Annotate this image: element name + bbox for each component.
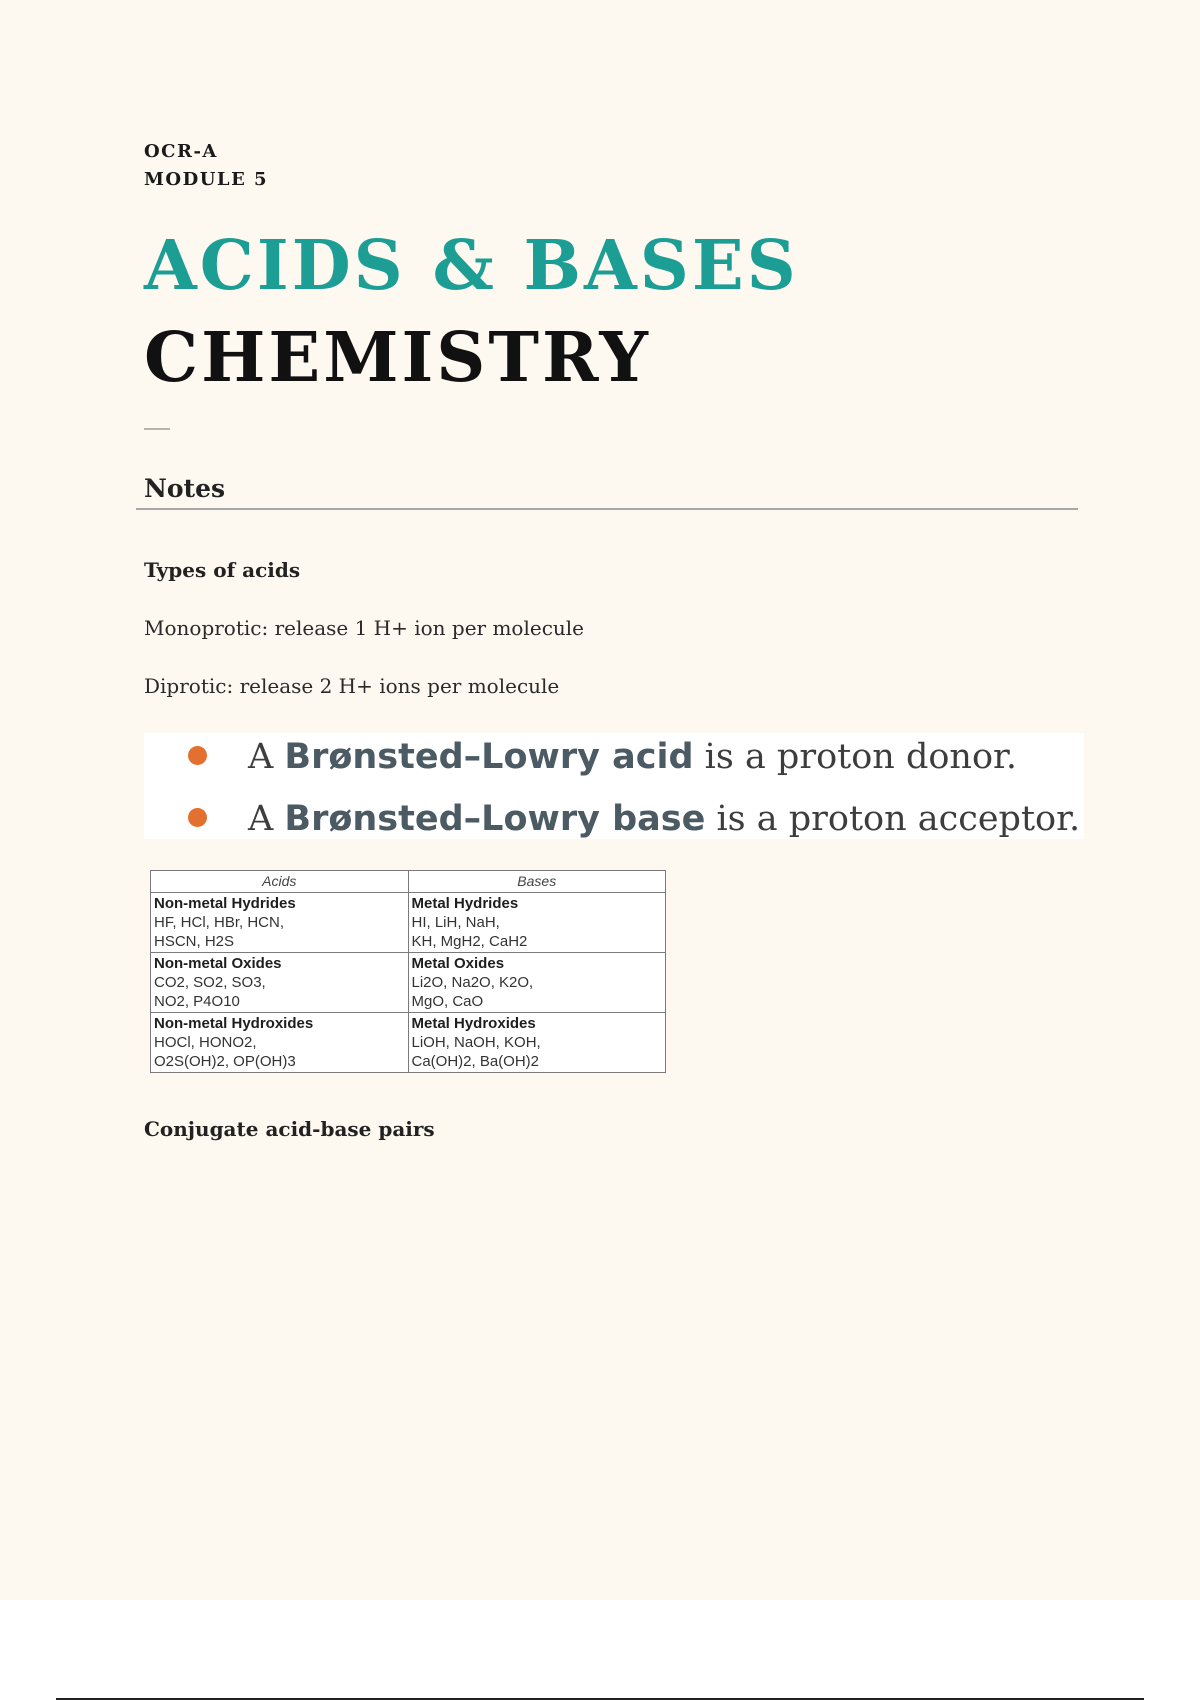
acid-examples: NO2, P4O10 <box>154 993 240 1010</box>
types-of-acids-heading: Types of acids <box>144 558 301 582</box>
diprotic-definition: Diprotic: release 2 H+ ions per molecule <box>144 674 560 698</box>
module-label: MODULE 5 <box>144 169 269 190</box>
acid-examples: CO2, SO2, SO3, <box>154 974 266 991</box>
title-divider <box>144 428 170 430</box>
bronsted-base-item <box>144 797 1084 845</box>
title-subject: CHEMISTRY <box>144 318 651 398</box>
bronsted-acid-term: Brønsted–Lowry acid <box>284 737 694 777</box>
bullet-icon <box>188 746 207 765</box>
bases-column-header: Bases <box>408 871 666 893</box>
base-category: Metal Oxides <box>411 955 505 972</box>
conjugate-pairs-heading: Conjugate acid-base pairs <box>144 1117 435 1141</box>
bronsted-base-pre: A <box>248 799 285 839</box>
acids-bases-table <box>150 870 666 1073</box>
bronsted-base-text <box>248 797 1080 841</box>
base-examples: LiOH, NaOH, KOH, <box>411 1034 541 1051</box>
acid-category: Non-metal Oxides <box>154 955 282 972</box>
bronsted-acid-post: is a proton donor. <box>693 737 1018 777</box>
bronsted-lowry-definitions <box>144 733 1084 839</box>
acid-category: Non-metal Hydroxides <box>154 1015 314 1032</box>
acid-cell <box>151 1013 409 1073</box>
base-cell <box>408 953 666 1013</box>
acid-examples: O2S(OH)2, OP(OH)3 <box>154 1053 296 1070</box>
bronsted-acid-pre: A <box>248 737 285 777</box>
bronsted-acid-text <box>248 735 1017 779</box>
table-row <box>151 1013 666 1073</box>
table-header-row <box>151 871 666 893</box>
notes-heading: Notes <box>144 474 226 503</box>
acids-column-header: Acids <box>151 871 409 893</box>
acid-category: Non-metal Hydrides <box>154 895 296 912</box>
notes-rule <box>136 508 1078 510</box>
acid-examples: HOCl, HONO2, <box>154 1034 257 1051</box>
table-row <box>151 953 666 1013</box>
course-label <box>144 138 268 194</box>
monoprotic-definition: Monoprotic: release 1 H+ ion per molecule <box>144 616 585 640</box>
base-category: Metal Hydrides <box>411 895 519 912</box>
base-cell <box>408 893 666 953</box>
base-category: Metal Hydroxides <box>411 1015 536 1032</box>
base-examples: MgO, CaO <box>411 993 484 1010</box>
bronsted-base-post: is a proton acceptor. <box>705 799 1081 839</box>
base-examples: Ca(OH)2, Ba(OH)2 <box>411 1053 540 1070</box>
bullet-icon <box>188 808 207 827</box>
bronsted-acid-item <box>144 735 1084 783</box>
title-topic: ACIDS & BASES <box>144 226 799 306</box>
acid-cell <box>151 893 409 953</box>
acid-examples: HSCN, H2S <box>154 933 235 950</box>
bronsted-base-term: Brønsted–Lowry base <box>284 799 706 839</box>
acid-cell <box>151 953 409 1013</box>
base-examples: Li2O, Na2O, K2O, <box>411 974 534 991</box>
table-row <box>151 893 666 953</box>
acid-examples: HF, HCl, HBr, HCN, <box>154 914 285 931</box>
base-examples: KH, MgH2, CaH2 <box>411 933 528 950</box>
base-cell <box>408 1013 666 1073</box>
exam-board: OCR-A <box>144 141 218 162</box>
base-examples: HI, LiH, NaH, <box>411 914 500 931</box>
